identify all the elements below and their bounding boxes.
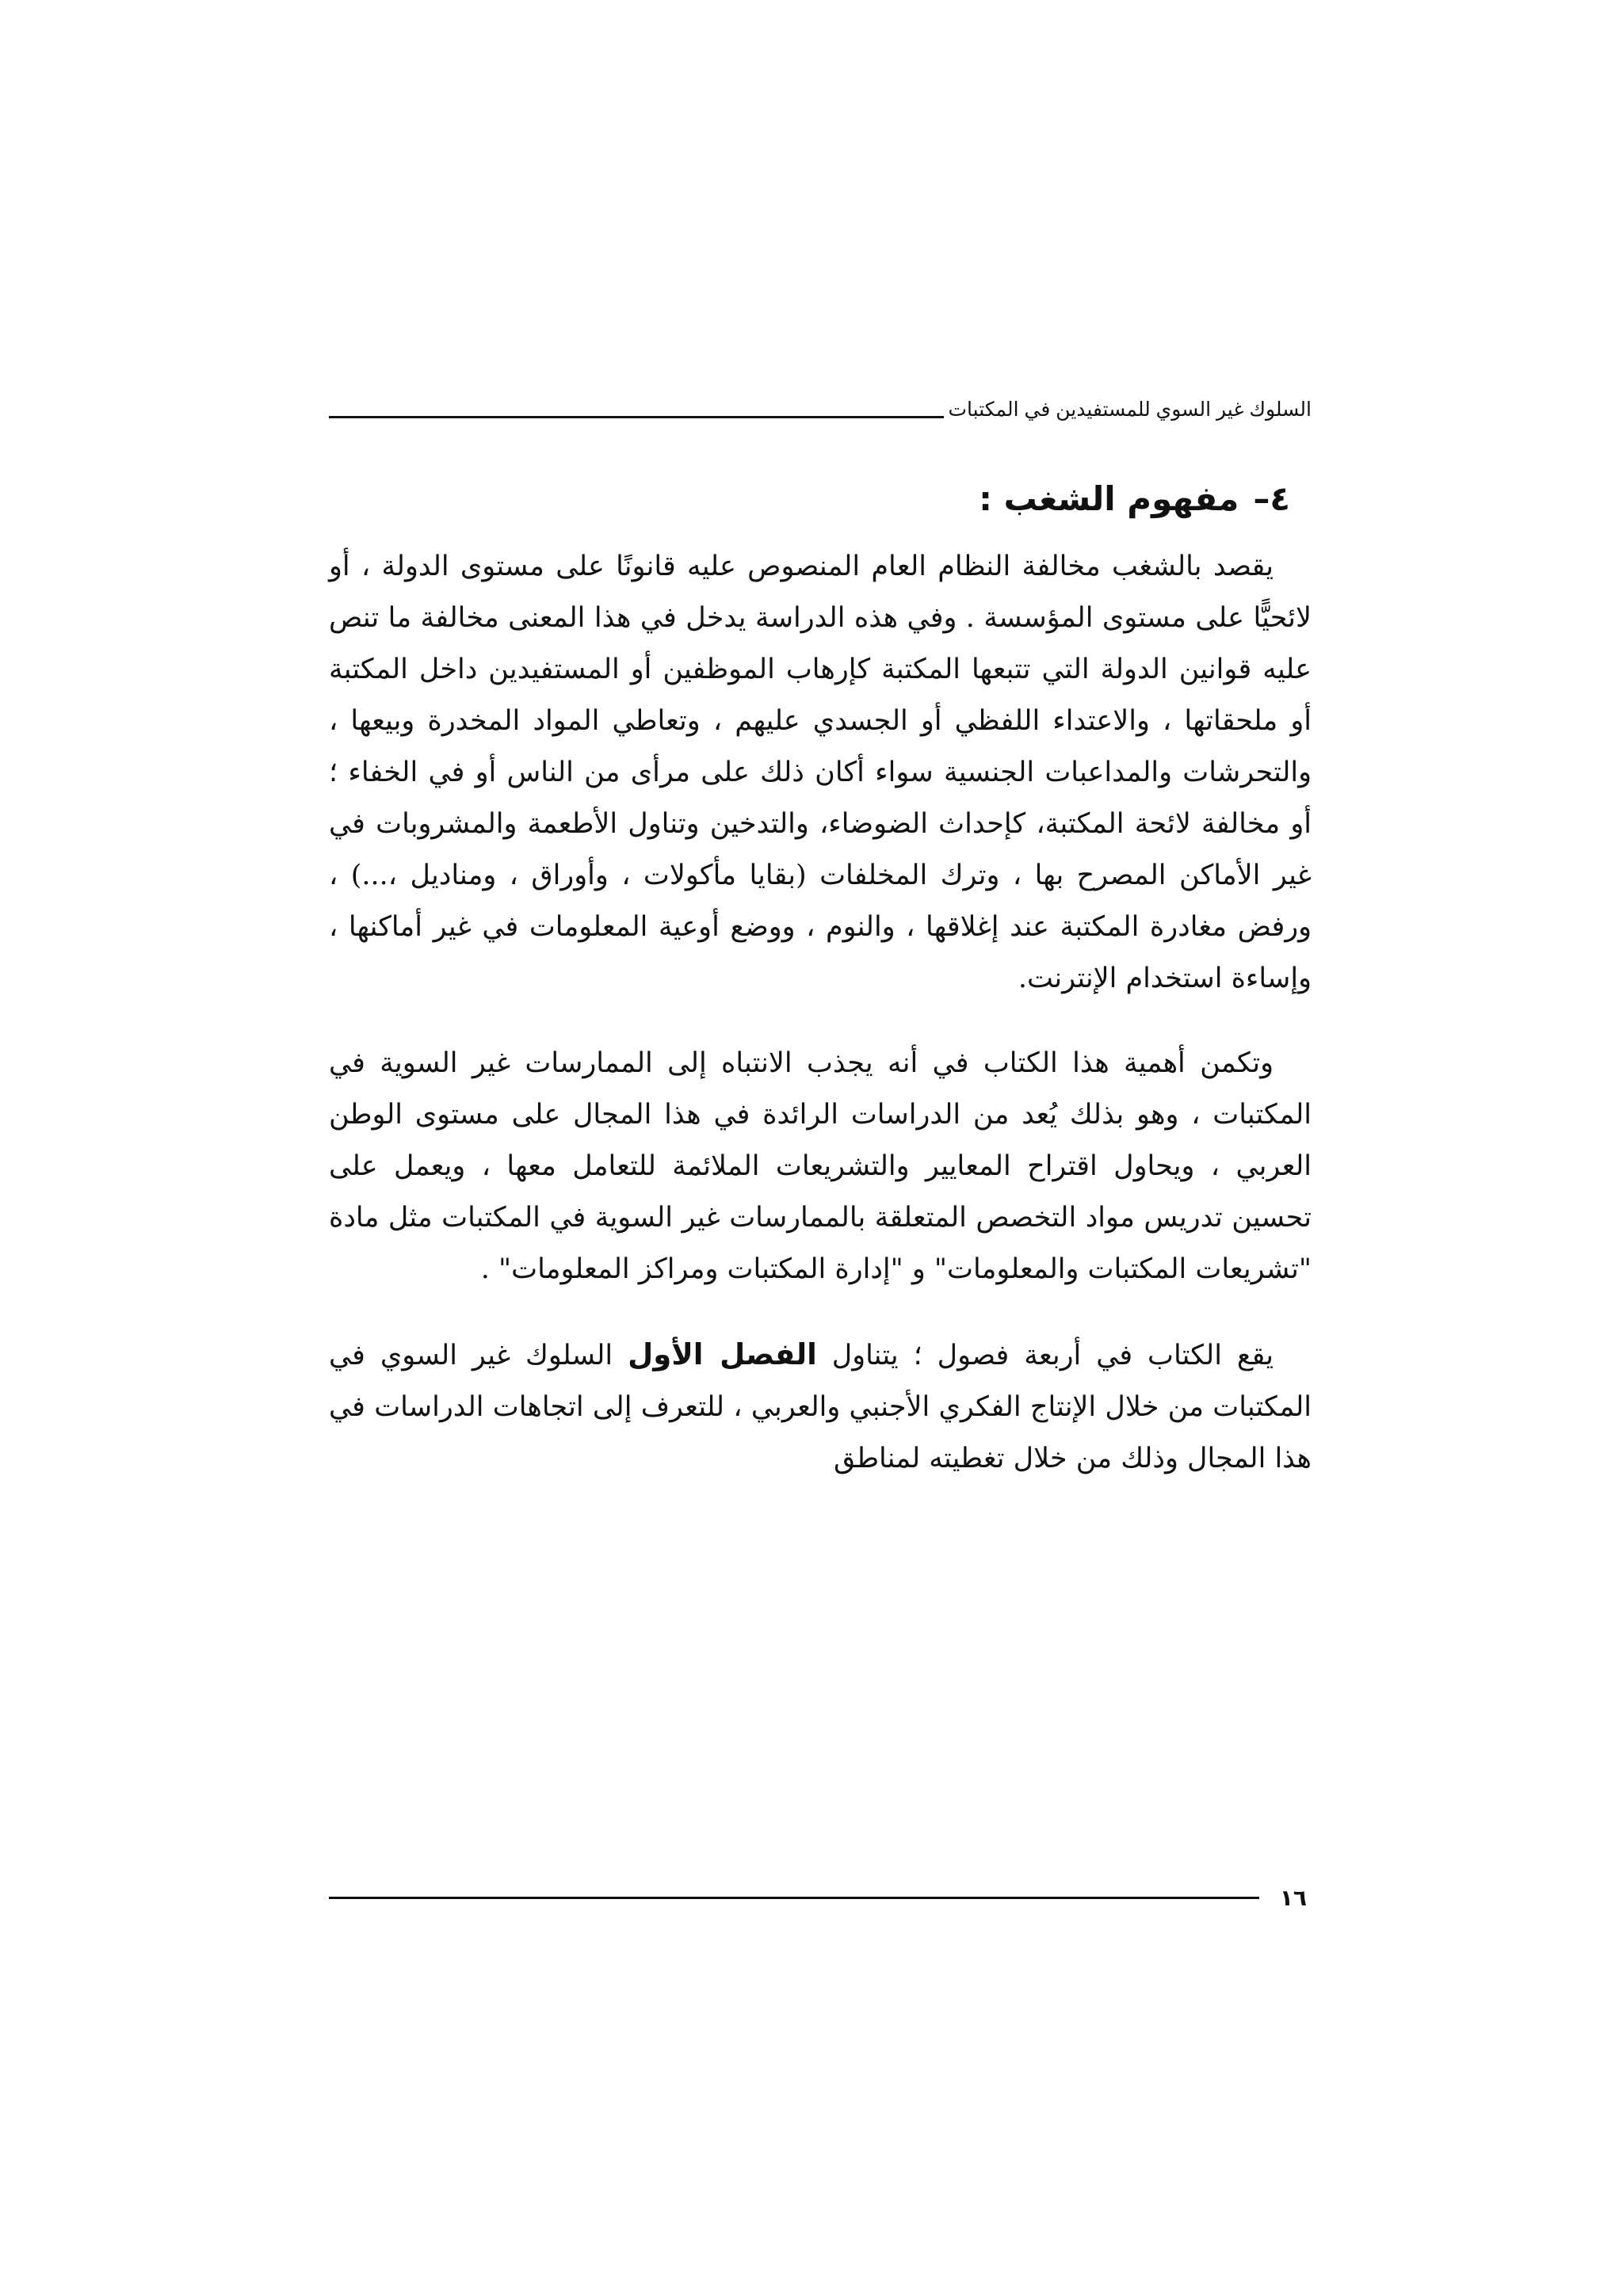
section-number: ٤– (1253, 479, 1290, 518)
header-rule (329, 416, 944, 418)
paragraph-structure-rest: السلوك غير السوي في المكتبات من خلال الإنتاج الفكري الأجنبي والعربي ، للتعرف إلى اتجاهات الدراسات في هذا المجال وذلك من خلال تغطيته لمناطق (329, 1340, 1312, 1474)
running-header (329, 372, 1312, 420)
paragraph-structure (329, 1329, 1312, 1485)
paragraph-definition-text: يقصد بالشغب مخالفة النظام العام المنصوص عليه قانونًا على مستوى الدولة ، أو لائحيًّا على مستوى المؤسسة . وفي هذه الدراسة يدخل في هذا المعنى مخالفة ما تنص عليه قوانين الدولة التي تتبعها المكتبة كإرهاب الموظفين أو المستفيدين داخل المكتبة أو ملحقاتها ، والاعتداء اللفظي أو الجسدي عليهم ، وتعاطي المواد المخدرة وبيعها ، والتحرشات والمداعبات الجنسية سواء أكان ذلك على مرأى من الناس أو في الخفاء ؛ أو مخالفة لائحة المكتبة، كإحداث الضوضاء، والتدخين وتناول الأطعمة والمشروبات في غير الأماكن المصرح بها ، وترك المخلفات (بقايا مأكولات ، وأوراق ، ومناديل ،...) ، ورفض مغادرة المكتبة عند إغلاقها ، والنوم ، ووضع أوعية المعلومات في غير أماكنها ، وإساءة استخدام الإنترنت. (329, 551, 1312, 994)
page-number: ١٦ (1279, 1884, 1307, 1911)
running-header-title: السلوك غير السوي للمستفيدين في المكتبات (948, 399, 1312, 421)
chapter-one-label: الفصل الأول (628, 1337, 817, 1371)
paragraph-structure-lead: يقع الكتاب في أربعة فصول ؛ يتناول (831, 1340, 1274, 1371)
paragraph-importance (329, 1038, 1312, 1295)
footer-rule (329, 1897, 1259, 1899)
paragraph-importance-text: وتكمن أهمية هذا الكتاب في أنه يجذب الانتباه إلى الممارسات غير السوية في المكتبات ، وهو بذلك يُعد من الدراسات الرائدة في هذا المجال على مستوى الوطن العربي ، ويحاول اقتراح المعايير والتشريعات الملائمة للتعامل معها ، ويعمل على تحسين تدريس مواد التخصص المتعلقة بالممارسات غير السوية في المكتبات مثل مادة "تشريعات المكتبات والمعلومات" و "إدارة المكتبات ومراكز المعلومات" . (329, 1047, 1312, 1285)
paragraph-definition (329, 541, 1312, 1005)
section-title: مفهوم الشغب : (979, 479, 1239, 518)
body-text (329, 541, 1312, 1485)
section-heading (979, 479, 1290, 519)
running-footer (329, 1878, 1312, 1917)
